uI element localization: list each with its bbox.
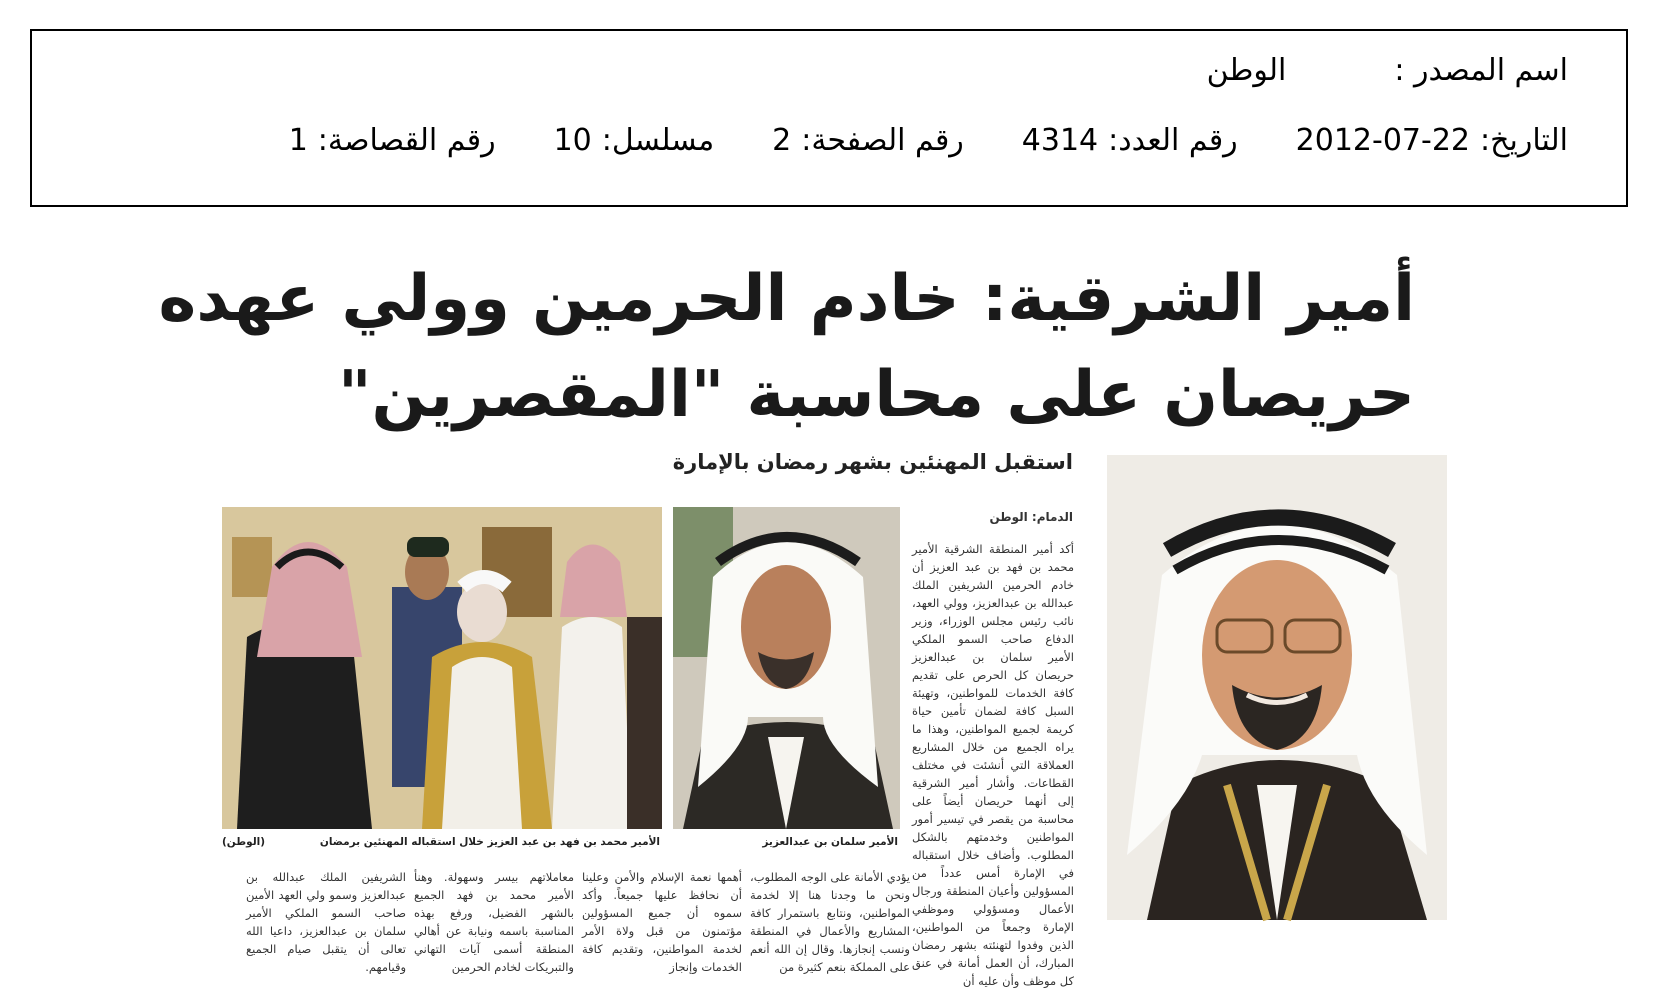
issue-label: رقم العدد: — [1108, 123, 1238, 158]
page-value: 2 — [772, 123, 792, 158]
king-portrait-photo — [1107, 455, 1447, 920]
article-body-column-1: أكد أمير المنطقة الشرقية الأمير محمد بن فهد بن عبد العزيز أن خادم الحرمين الشريفين الملك عبدالله بن عبدالعزيز، وولي العهد، نائب رئيس مجلس الوزراء، وزير الدفاع صاحب السمو الملكي الأمير سلمان بن عبدالعزيز حريصان كل الحرص على تقديم كافة الخدمات للمواطنين، وتهيئة السبل كافة لضمان تأمين حياة كريمة لجميع المواطنين، وهذا ما يراه الجميع من خلال المشاريع العملاقة التي أنشئت في مختلف القطاعات. وأشار أمير الشرقية إلى أنهما حريصان أيضاً على محاسبة من يقصر في تيسير أمور المواطنين وخدمتهم بالشكل المطلوب. وأضاف خلال استقباله في الإمارة أمس عدداً من المسؤولين وأعيان المنطقة ورجال الأعمال ومسؤولي وموظفي الإمارة وجمعاً من المواطنين، الذين وفدوا لتهنئته بشهر رمضان المبارك، أن العمل أمانة في عنق كل موظف وأن عليه أن — [912, 542, 1074, 988]
subheadline: استقبل المهنئين بشهر رمضان بالإمارة — [672, 450, 1073, 474]
clip-value: 1 — [288, 123, 308, 158]
group-illustration — [222, 507, 662, 829]
date-value: 2012-07-22 — [1295, 123, 1471, 158]
article-body-column-4: معاملاتهم بيسر وسهولة. وهنأ الأمير محمد بن فهد الجميع بالشهر الفضيل، ورفع بهذه المناسبة باسمه ونيابة عن أهالي المنطقة أسمى آيات التهاني والتبريكات لخادم الحرمين — [414, 870, 574, 974]
source-value: الوطن — [1206, 53, 1287, 88]
article-body-column-2: يؤدي الأمانة على الوجه المطلوب، ونحن ما وجدنا هنا إلا لخدمة المواطنين، ونتابع باستمرار كافة المشاريع والأعمال في المنطقة ونسب إنجازها. وقال إن الله أنعم على المملكة بنعم كثيرة من — [750, 870, 910, 974]
headline-line-1: أمير الشرقية: خادم الحرمين وولي عهده — [158, 262, 1415, 336]
date-label: التاريخ: — [1480, 123, 1568, 158]
salman-illustration — [673, 507, 900, 829]
serial-label: مسلسل: — [601, 123, 715, 158]
headline-line-2: حريصان على محاسبة "المقصرين" — [338, 358, 1415, 432]
dateline: الدمام: الوطن — [989, 510, 1073, 524]
issue-value: 4314 — [1021, 123, 1099, 158]
group-photo-caption: الأمير محمد بن فهد بن عبد العزيز خلال استقباله المهنئين برمضان — [319, 836, 660, 848]
photo-credit: (الوطن) — [222, 836, 266, 848]
salman-photo-caption: الأمير سلمان بن عبدالعزيز — [762, 836, 898, 848]
reception-group-photo — [222, 507, 662, 829]
serial-value: 10 — [553, 123, 592, 158]
source-label: اسم المصدر : — [1394, 53, 1568, 88]
clip-label: رقم القصاصة: — [317, 123, 496, 158]
article-body-column-5: الشريفين الملك عبدالله بن عبدالعزيز وسمو ولي العهد الأمين صاحب السمو الملكي الأمير سلمان بن عبدالعزيز، داعيا الله تعالى أن يتقبل صيام الجميع وقيامهم. — [246, 870, 406, 974]
article-body-column-3: أهمها نعمة الإسلام والأمن وعلينا أن نحافظ عليها جميعاً. وأكد سموه أن جميع المسؤولين مؤتمنون من قبل ولاة الأمر لخدمة المواطنين، وتقديم كافة الخدمات وإنجاز — [582, 870, 742, 974]
page-label: رقم الصفحة: — [801, 123, 964, 158]
prince-salman-photo — [673, 507, 900, 829]
portrait-illustration — [1107, 455, 1447, 920]
